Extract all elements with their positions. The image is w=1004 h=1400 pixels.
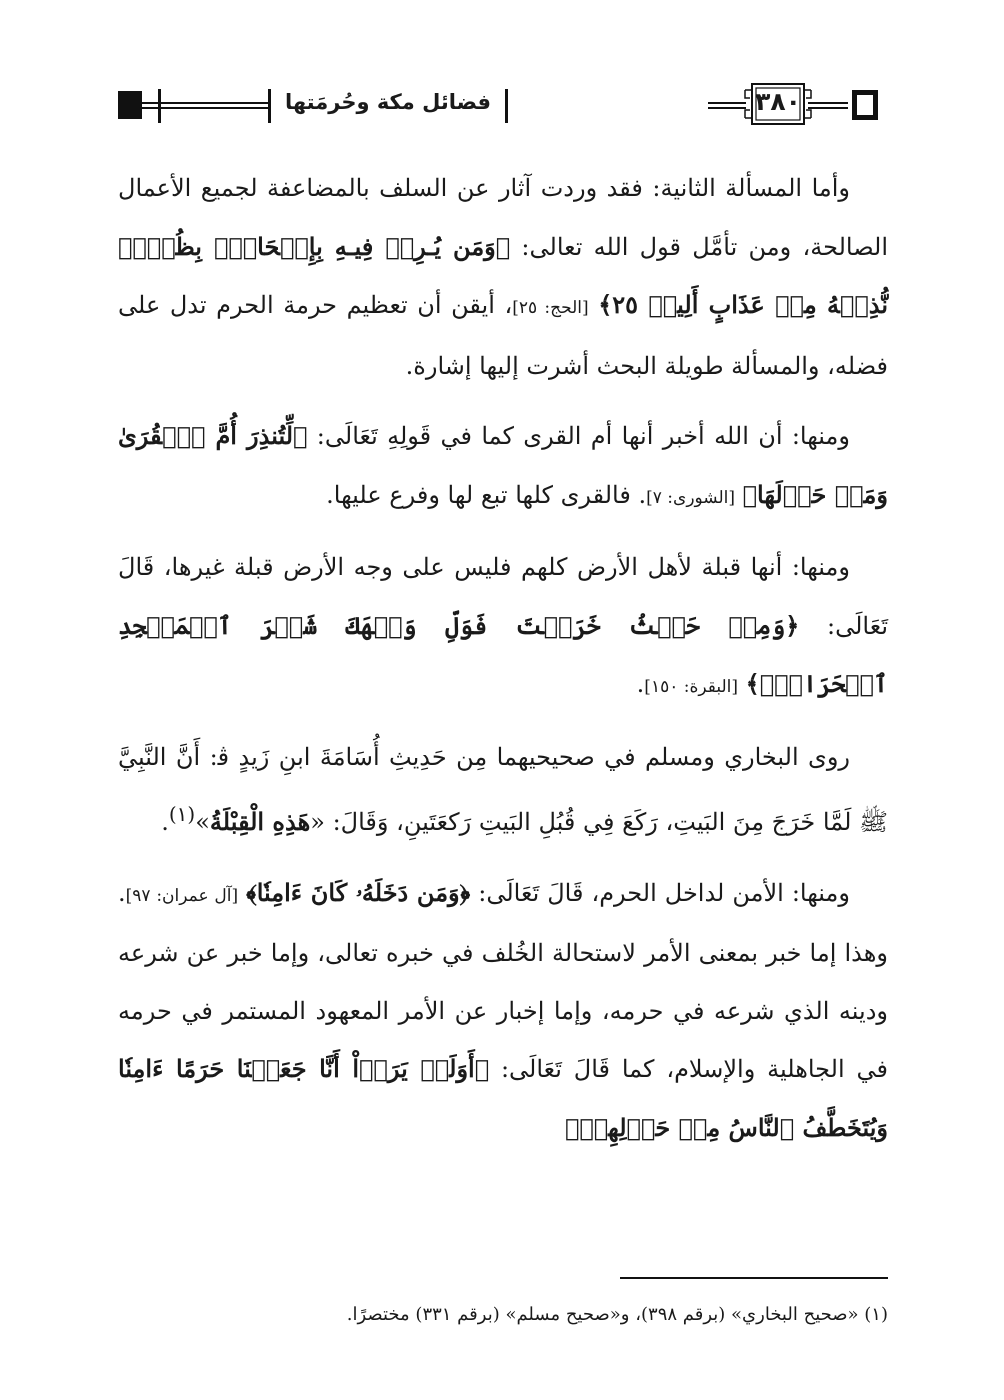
body-text: . فالقرى كلها تبع لها وفرع عليها. [326, 480, 647, 509]
body-text: ، أيقن أن تعظيم حرمة الحرم تدل على فضله، والمسألة طويلة البحث أشرت إليها إشارة. [118, 291, 888, 380]
footnote-marker: (١) [168, 802, 196, 826]
body-text: وأما المسألة الثانية: فقد وردت آثار عن السلف بالمضاعفة لجميع الأعمال الصالحة، ومن تأمَّل قول الله تعالى: [118, 174, 888, 261]
page-number-frame [744, 82, 812, 126]
header-title-frame [268, 86, 508, 126]
verse-reference: [البقرة: ١٥٠] [644, 677, 739, 697]
body-text: ومنها: أنها قبلة لأهل الأرض كلهم فليس على وجه الأرض قبلة غيرها، قَالَ تَعَالَى: [118, 553, 888, 640]
header-square-ornament [852, 90, 878, 120]
body-text: ومنها: الأمن لداخل الحرم، قَالَ تَعَالَى: [470, 878, 850, 907]
verse-reference: [آل عمران: ٩٧] [125, 885, 239, 906]
verse-reference: [الحج: ٢٥] [512, 298, 589, 318]
header-rule [708, 107, 746, 109]
quran-verse: ﴿لِّتُنذِرَ أُمَّ ٱلۡقُرَىٰ وَمَنۡ حَوۡلَهَا﴾ [118, 421, 888, 509]
quran-verse: ﴿وَمِنۡ حَيۡثُ خَرَجۡتَ فَوَلِّ وَجۡهَكَ شَطۡرَ ٱلۡمَسۡجِدِ ٱلۡحَرَامِۚ﴾ [118, 610, 888, 698]
page-number: ٣٨٠ [755, 87, 801, 116]
hadith-quote: هَذِهِ الْقِبْلَةُ [209, 807, 311, 836]
header-rule [808, 107, 848, 109]
body-text: . [161, 808, 169, 836]
book-title: فضائل مكة وحُرمَتها [284, 90, 492, 114]
header-block-ornament [118, 91, 142, 119]
paragraph [118, 407, 888, 527]
body-text: ومنها: أن الله أخبر أنها أم القرى كما في قَولِهِ تَعَالَى: [307, 422, 850, 450]
quran-verse: ﴿وَمَن دَخَلَهُۥ كَانَ ءَامِنٗا﴾ [246, 877, 471, 907]
header-rule [808, 102, 848, 104]
footnote: (١) «صحيح البخاري» (برقم ٣٩٨)، و«صحيح مسلم» (برقم ٣٣١) مختصرًا. [346, 1304, 888, 1325]
header-bar-ornament [505, 89, 508, 123]
running-header [118, 86, 888, 126]
body-text: . [636, 670, 645, 698]
page-body [118, 160, 888, 1169]
body-text: روى البخاري ومسلم في صحيحيهما مِن حَدِيثِ أُسَامَةَ ابنِ زَيدٍ ﭬ: أَنَّ النَّبِيَّ ﷺ لَمَّا خَرَجَ مِنَ البَيتِ، رَكَعَ فِي قُبُلِ البَيتِ رَكعَتَينِ، وَقَالَ: « [118, 742, 888, 836]
verse-reference: [الشورى: ٧] [646, 487, 736, 508]
paragraph [118, 729, 888, 852]
header-bar-ornament [268, 89, 271, 123]
quran-verse: ﴿وَمَن يُـرِدۡ فِيـهِ بِإِلۡحَادِۭ بِظُلۡمٖ نُّذِقۡهُ مِنۡ عَذَابٍ أَلِيمٖ ٢٥﴾ [118, 231, 888, 319]
body-text: . وهذا إما خبر بمعنى الأمر لاستحالة الخُلف في خبره تعالى، وإما خبر عن شرعه ودينه الذي شرعه في حرمه، وإما إخبار عن الأمر المعهود المستمر في حرمه في الجاهلية والإسلام، كما قَالَ تَعَالَى: [118, 878, 888, 1083]
paragraph [118, 864, 888, 1158]
paragraph [118, 539, 888, 717]
footnote-separator [620, 1277, 888, 1279]
body-text: » [195, 808, 210, 836]
header-bar-ornament [158, 89, 161, 123]
header-rule [708, 102, 746, 104]
paragraph [118, 160, 888, 395]
quran-verse: ﴿أَوَلَمۡ يَرَوۡاْ أَنَّا جَعَلۡنَا حَرَمًا ءَامِنٗا وَيُتَخَطَّفُ ٱلنَّاسُ مِنۡ حَوۡلِهِمۡۚ [118, 1054, 888, 1142]
